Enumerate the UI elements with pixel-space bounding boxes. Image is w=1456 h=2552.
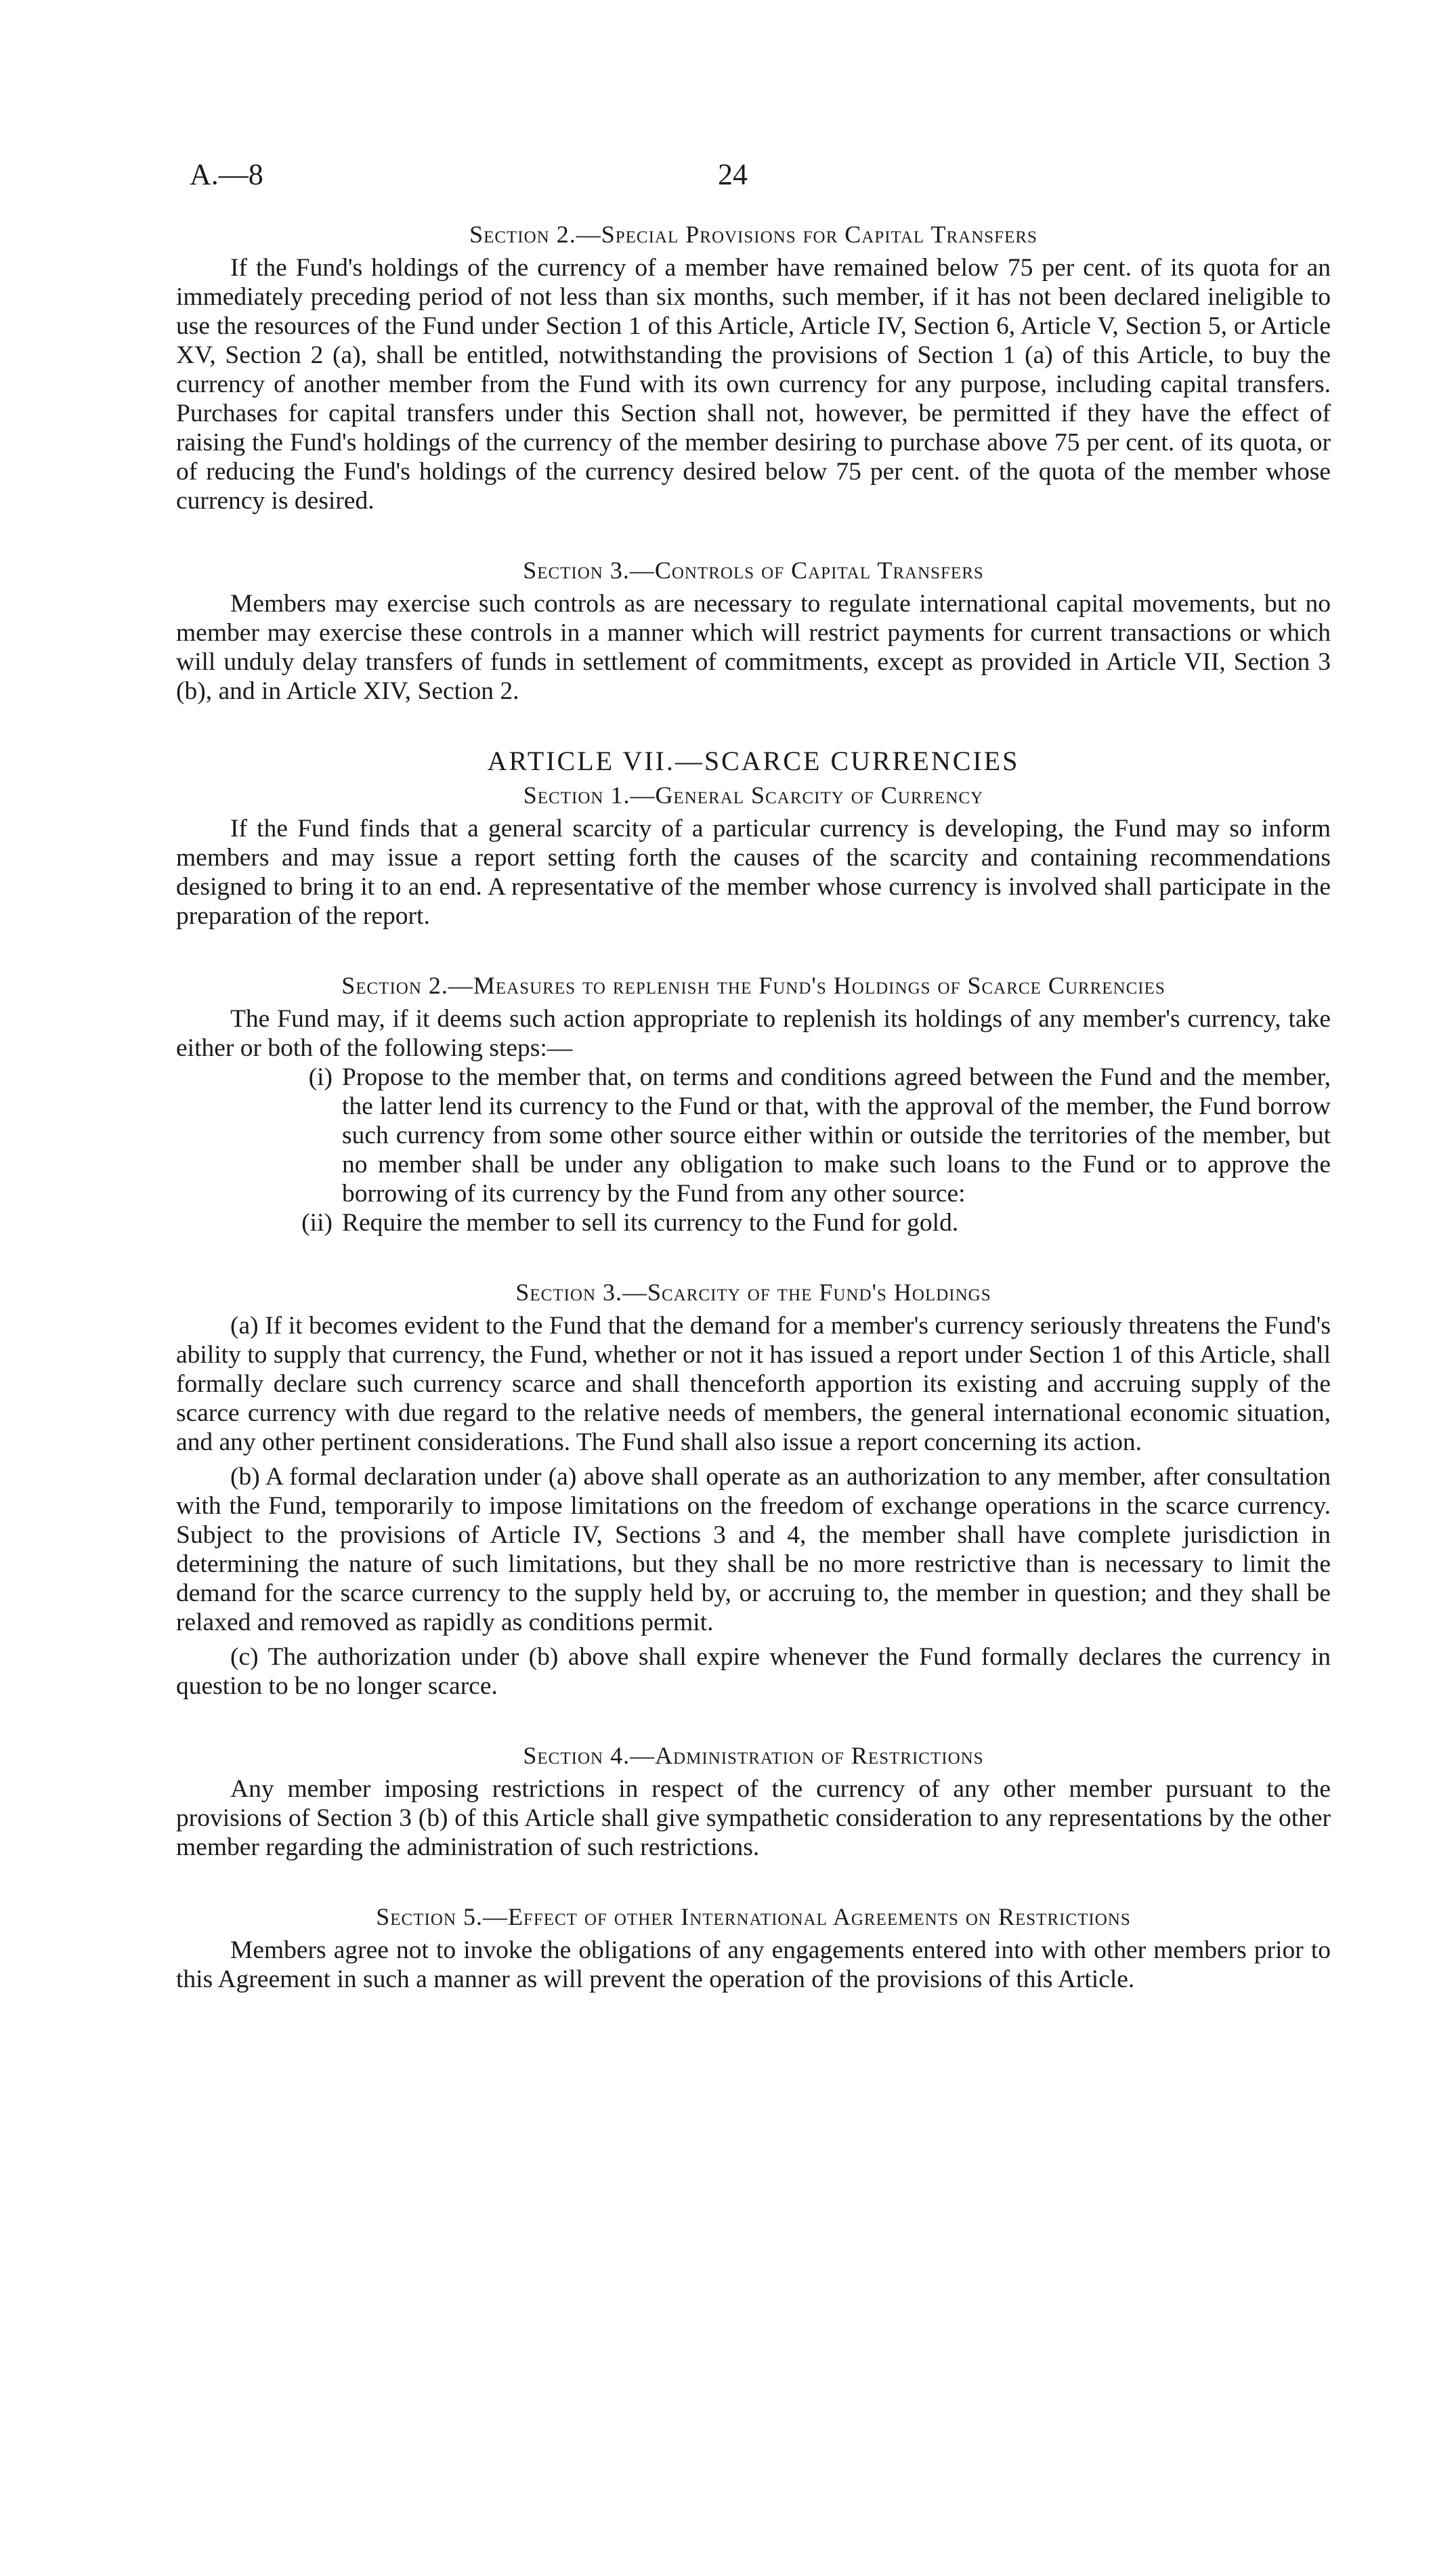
paragraph: Any member imposing restrictions in respect of the currency of any other member pursuant to the provisions of Section 3 (b) of this Article shall give sympathetic consideration to any representations by the other member regarding the administration of such restrictions.	[176, 1775, 1331, 1861]
list-marker: (ii)	[301, 1209, 333, 1237]
paragraph: (a) If it becomes evident to the Fund that the demand for a member's currency seriously threatens the Fund's ability to supply that currency, the Fund, whether or not it has issued a report under Section 1 of this Article, shall formally declare such currency scarce and shall thenceforth apportion its existing and accruing supply of the scarce currency with due regard to the relative needs of members, the general international economic situation, and any other pertinent considerations. The Fund shall also issue a report concerning its action.	[176, 1312, 1331, 1456]
section-title: Section 4.—Administration of Restrictions	[523, 1742, 984, 1769]
list-marker: (i)	[308, 1063, 333, 1091]
paragraph: If the Fund finds that a general scarcity of a particular currency is developing, the Fund may so inform members and may issue a report setting forth the causes of the scarcity and containing recommendations designed to bring it to an end. A representative of the member whose currency is involved shall participate in the preparation of the report.	[176, 815, 1331, 930]
page-header	[176, 157, 1348, 198]
paragraph: If the Fund's holdings of the currency of a member have remained below 75 per cent. of its quota for an immediately preceding period of not less than six months, such member, if it has not been declared ineligible to use the resources of the Fund under Section 1 of this Article, Article IV, Section 6, Article V, Section 5, or Article XV, Section 2 (a), shall be entitled, notwithstanding the provisions of Section 1 (a) of this Article, to buy the currency of another member from the Fund with its own currency for any purpose, including capital transfers. Purchases for capital transfers under this Section shall not, however, be permitted if they have the effect of raising the Fund's holdings of the currency of the member desiring to purchase above 75 per cent. of its quota, or of reducing the Fund's holdings of the currency desired below 75 per cent. of the quota of the member whose currency is desired.	[176, 254, 1331, 515]
section-title: Section 1.—General Scarcity of Currency	[523, 782, 984, 809]
paragraph: (b) A formal declaration under (a) above shall operate as an authorization to any member, after consultation with the Fund, temporarily to impose limitations on the freedom of exchange operations in the scarce currency. Subject to the provisions of Article IV, Sections 3 and 4, the member shall have complete jurisdiction in determining the nature of such limitations, but they shall be no more restrictive than is necessary to limit the demand for the scarce currency to the supply held by, or accruing to, the member in question; and they shall be relaxed and removed as rapidly as conditions permit.	[176, 1463, 1331, 1636]
list-item	[176, 1063, 1331, 1208]
section-title: Section 2.—Measures to replenish the Fund's Holdings of Scarce Currencies	[341, 972, 1165, 999]
list-item-text: Propose to the member that, on terms and conditions agreed between the Fund and the member, the latter lend its currency to the Fund or that, with the approval of the member, the Fund borrow such currency from some other source either within or outside the territories of the member, but no member shall be under any obligation to make such loans to the Fund or to approve the borrowing of its currency by the Fund from any other source:	[342, 1063, 1331, 1208]
article-title: ARTICLE VII.—SCARCE CURRENCIES	[487, 746, 1020, 776]
section-title: Section 5.—Effect of other International Agreements on Restrictions	[376, 1903, 1131, 1930]
list-item	[176, 1208, 1331, 1237]
paragraph: The Fund may, if it deems such action appropriate to replenish its holdings of any member's currency, take either or both of the following steps:—	[176, 1005, 1331, 1062]
section-title: Section 3.—Controls of Capital Transfers	[523, 557, 984, 584]
section-title: Section 3.—Scarcity of the Fund's Holdings	[515, 1279, 991, 1306]
list-item-text: Require the member to sell its currency to the Fund for gold.	[342, 1209, 959, 1237]
paragraph: (c) The authorization under (b) above shall expire whenever the Fund formally declares the currency in question to be no longer scarce.	[176, 1643, 1331, 1700]
page-body	[176, 220, 1331, 1994]
document-reference: A.—8	[190, 158, 263, 191]
paragraph: Members agree not to invoke the obligations of any engagements entered into with other members prior to this Agreement in such a manner as will prevent the operation of the provisions of this Article.	[176, 1936, 1331, 1993]
page-number: 24	[718, 158, 748, 191]
section-title: Section 2.—Special Provisions for Capital Transfers	[469, 221, 1037, 248]
paragraph: Members may exercise such controls as are necessary to regulate international capital movements, but no member may exercise these controls in a manner which will restrict payments for current transactions or which will unduly delay transfers of funds in settlement of commitments, except as provided in Article VII, Section 3 (b), and in Article XIV, Section 2.	[176, 590, 1331, 705]
